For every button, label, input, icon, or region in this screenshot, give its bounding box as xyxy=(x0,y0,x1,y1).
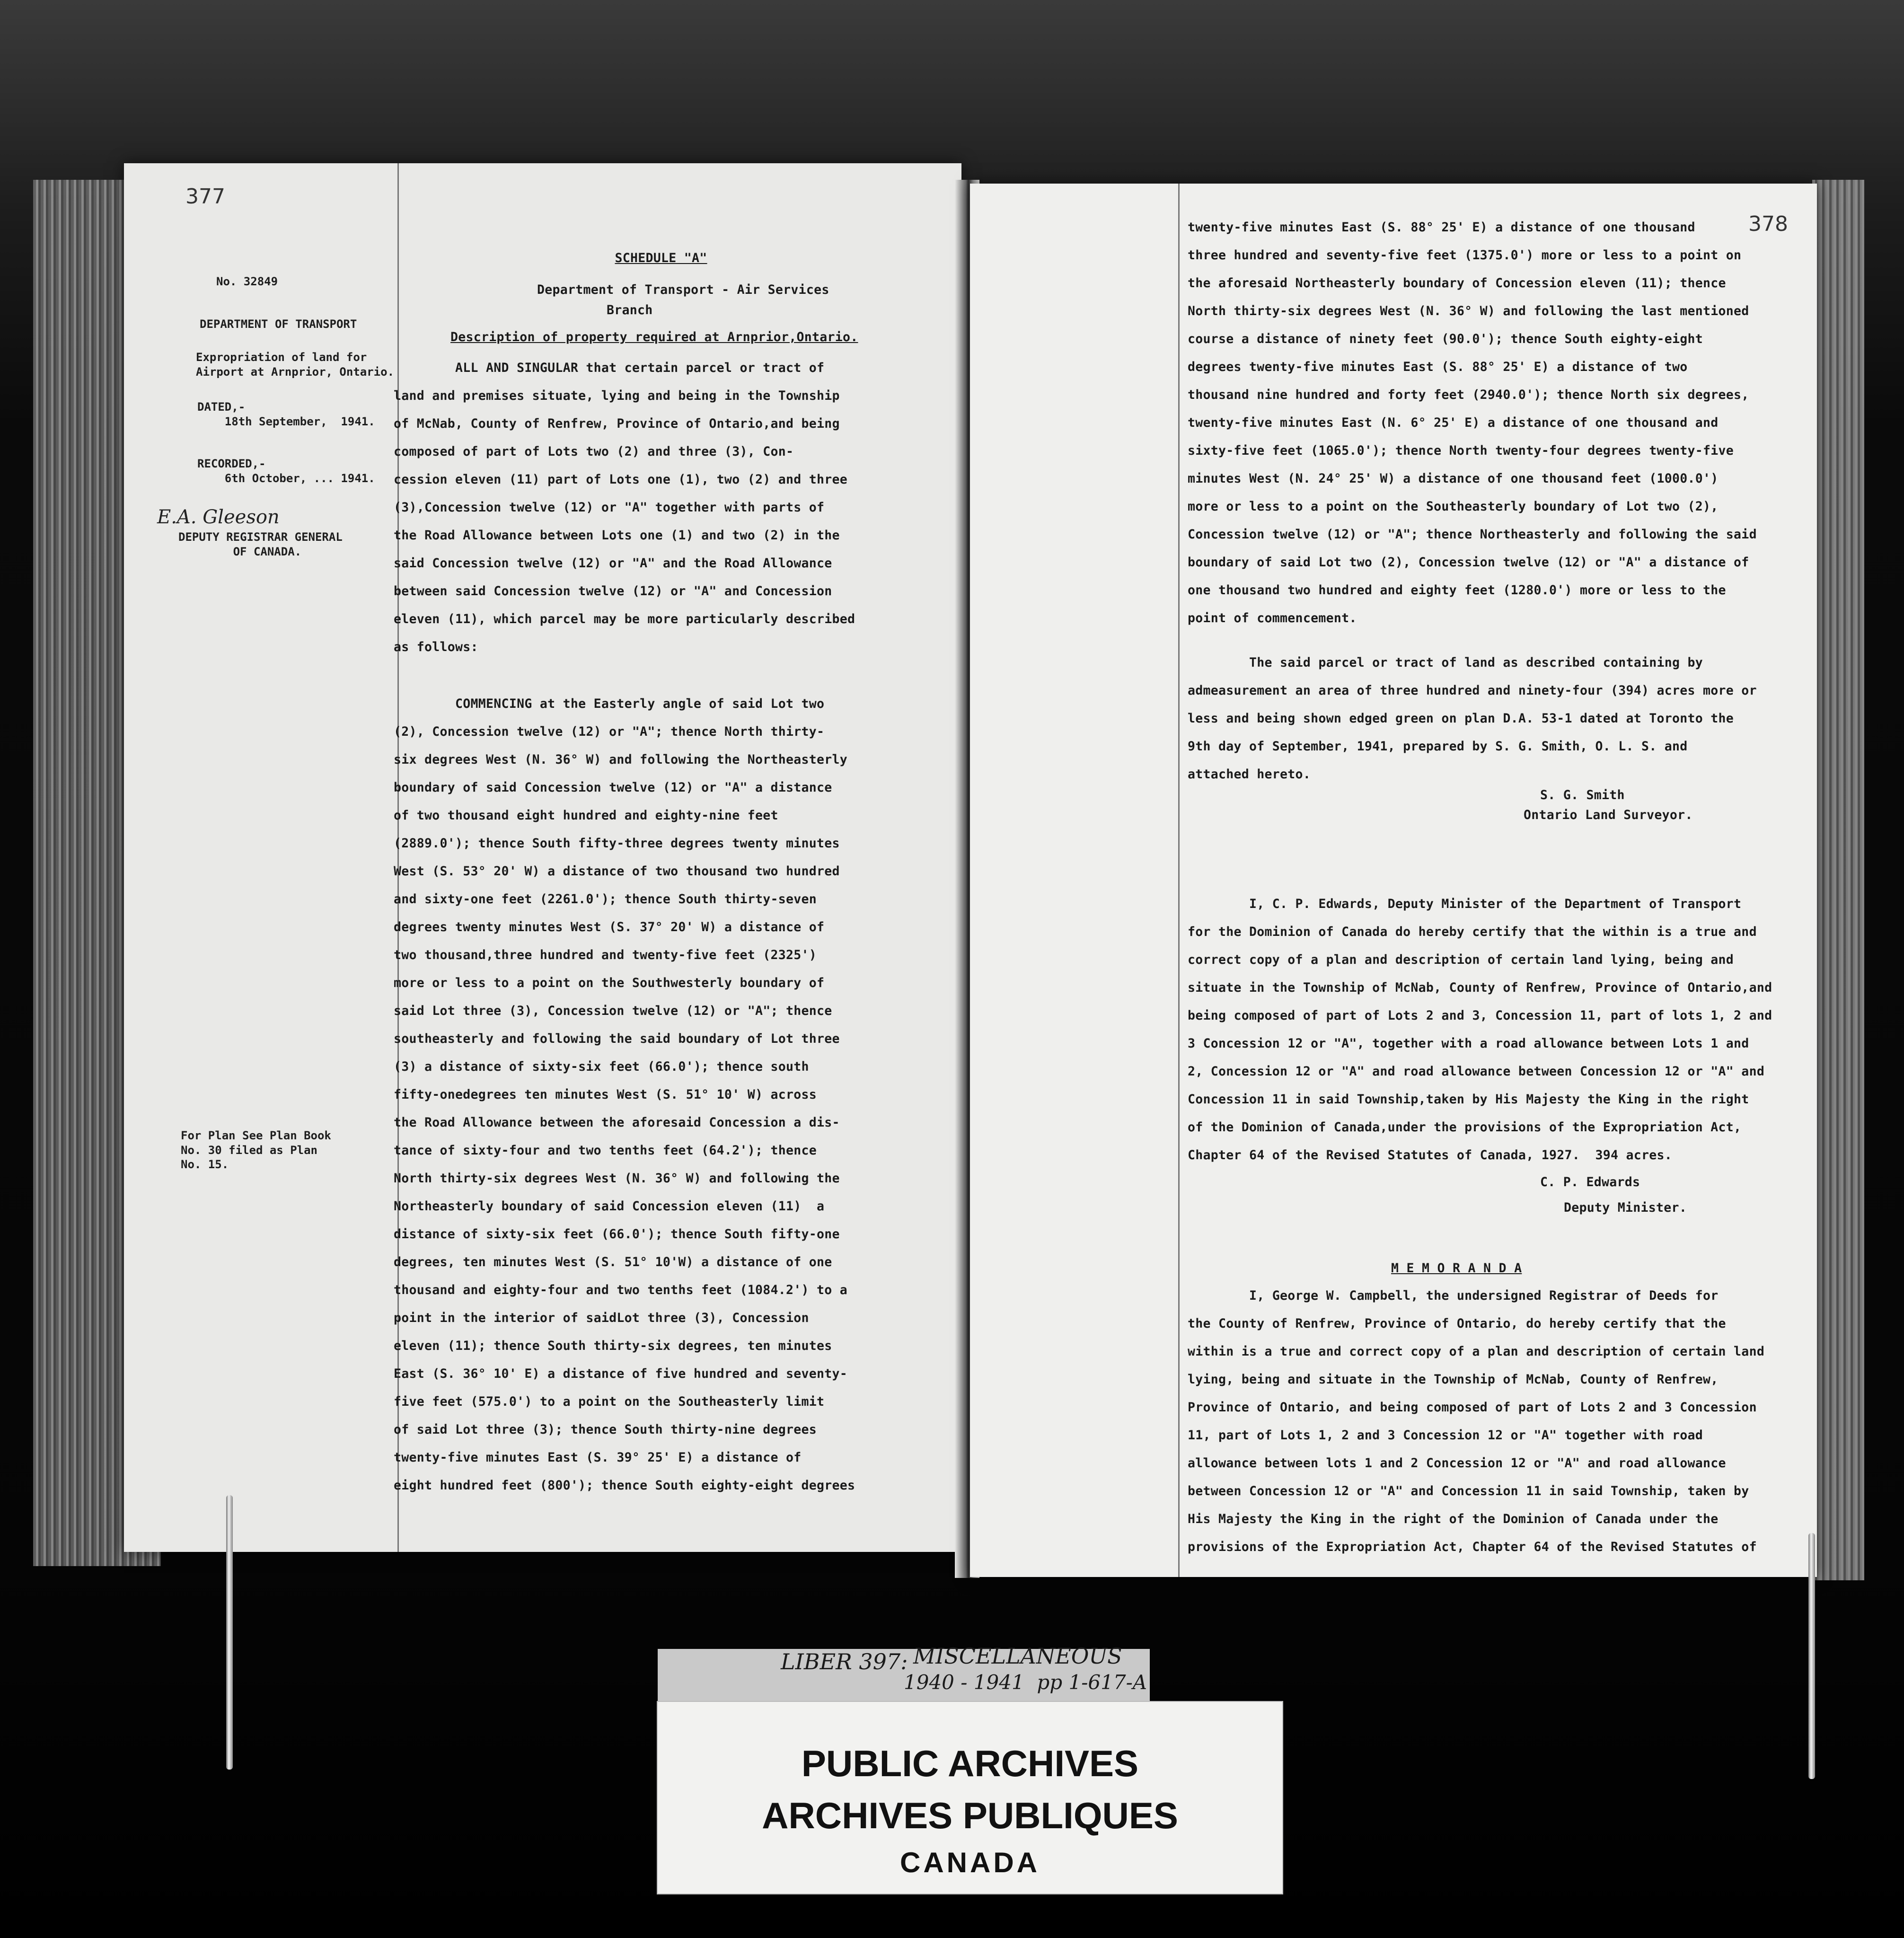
page-clip-left xyxy=(226,1495,233,1770)
text-line: degrees, ten minutes West (S. 51° 10'W) a distance of one xyxy=(394,1255,832,1269)
right-margin-rule xyxy=(1178,184,1180,1577)
text-line: (3),Concession twelve (12) or "A" together with parts of xyxy=(394,500,825,515)
text-line: twenty-five minutes East (S. 39° 25' E) a distance of xyxy=(394,1450,802,1465)
text-line: twenty-five minutes East (S. 88° 25' E) a distance of one thousand xyxy=(1188,220,1695,235)
text-line: (2), Concession twelve (12) or "A"; thence North thirty- xyxy=(394,724,825,739)
text-line: between Concession 12 or "A" and Concession 11 in said Township, taken by xyxy=(1188,1484,1749,1498)
text-line: two thousand,three hundred and twenty-five feet (2325') xyxy=(394,948,817,962)
text-line: eight hundred feet (800'); thence South eighty-eight degrees xyxy=(394,1478,855,1493)
margin-note-plan: For Plan See Plan Book No. 30 filed as Plan No. 15. xyxy=(181,1129,331,1172)
text-line: sixty-five feet (1065.0'); thence North twenty-four degrees twenty-five xyxy=(1188,443,1734,458)
text-line: of said Lot three (3); thence South thirty-nine degrees xyxy=(394,1422,817,1437)
text-line: correct copy of a plan and description of certain land lying, being and xyxy=(1188,952,1734,967)
minister-title: Deputy Minister. xyxy=(1564,1200,1687,1215)
text-line: I, C. P. Edwards, Deputy Minister of the Department of Transport xyxy=(1188,897,1742,911)
surveyor-title: Ontario Land Surveyor. xyxy=(1524,808,1693,822)
text-line: point in the interior of saidLot three (3), Concession xyxy=(394,1311,809,1325)
text-line: point of commencement. xyxy=(1188,611,1357,625)
text-line: distance of sixty-six feet (66.0'); thence South fifty-one xyxy=(394,1227,840,1242)
text-line: more or less to a point on the Southwesterly boundary of xyxy=(394,976,825,990)
text-line: five feet (575.0') to a point on the Southeasterly limit xyxy=(394,1394,825,1409)
text-line: Chapter 64 of the Revised Statutes of Canada, 1927. 394 acres. xyxy=(1188,1148,1673,1163)
left-page xyxy=(124,163,961,1552)
text-line: Concession 11 in said Township,taken by His Majesty the King in the right xyxy=(1188,1092,1749,1107)
right-page xyxy=(970,184,1817,1577)
text-line: 2, Concession 12 or "A" and road allowance between Concession 12 or "A" and xyxy=(1188,1064,1765,1079)
text-line: East (S. 36° 10' E) a distance of five hundred and seventy- xyxy=(394,1366,848,1381)
text-line: between said Concession twelve (12) or "A" and Concession xyxy=(394,584,832,599)
book-page-edges-right xyxy=(1812,180,1864,1580)
text-line: 3 Concession 12 or "A", together with a road allowance between Lots 1 and xyxy=(1188,1036,1749,1051)
text-line: as follows: xyxy=(394,640,478,654)
text-line: North thirty-six degrees West (N. 36° W) and following the last mentioned xyxy=(1188,304,1749,318)
text-line: Concession twelve (12) or "A"; thence Northeasterly and following the said xyxy=(1188,527,1757,542)
surveyor-name: S. G. Smith xyxy=(1540,788,1625,802)
page-clip-right xyxy=(1808,1533,1815,1779)
text-line: said Concession twelve (12) or "A" and the Road Allowance xyxy=(394,556,832,571)
text-line: (3) a distance of sixty-six feet (66.0'); thence south xyxy=(394,1059,809,1074)
text-line: eleven (11), which parcel may be more particularly described xyxy=(394,612,855,626)
text-line: boundary of said Concession twelve (12) or "A" a distance xyxy=(394,780,832,795)
text-line: West (S. 53° 20' W) a distance of two thousand two hundred xyxy=(394,864,840,879)
text-line: His Majesty the King in the right of the Dominion of Canada under the xyxy=(1188,1512,1719,1526)
text-line: provisions of the Expropriation Act, Chapter 64 of the Revised Statutes of xyxy=(1188,1540,1757,1554)
text-line: the Road Allowance between Lots one (1) and two (2) in the xyxy=(394,528,840,543)
volume-label xyxy=(658,1643,1150,1703)
text-line: of the Dominion of Canada,under the provisions of the Expropriation Act, xyxy=(1188,1120,1742,1135)
text-line: said Lot three (3), Concession twelve (12) or "A"; thence xyxy=(394,1004,832,1018)
text-line: 11, part of Lots 1, 2 and 3 Concession 12 or "A" together with road xyxy=(1188,1428,1703,1443)
text-line: more or less to a point on the Southeasterly boundary of Lot two (2), xyxy=(1188,499,1719,514)
archive-line-country: CANADA xyxy=(900,1847,1040,1878)
right-body-text xyxy=(1188,221,1812,1570)
label-liber: LIBER 397: xyxy=(781,1649,908,1674)
department-heading: Department of Transport - Air Services xyxy=(537,282,829,297)
text-line: within is a true and correct copy of a plan and description of certain land xyxy=(1188,1344,1765,1359)
text-line: twenty-five minutes East (N. 6° 25' E) a distance of one thousand and xyxy=(1188,415,1719,430)
memoranda-heading: M E M O R A N D A xyxy=(1391,1261,1522,1276)
text-line: Province of Ontario, and being composed of part of Lots 2 and 3 Concession xyxy=(1188,1400,1757,1415)
branch-heading: Branch xyxy=(607,303,653,317)
text-line: composed of part of Lots two (2) and three (3), Con- xyxy=(394,444,794,459)
text-line: for the Dominion of Canada do hereby certify that the within is a true and xyxy=(1188,925,1757,939)
text-line: degrees twenty minutes West (S. 37° 20' W) a distance of xyxy=(394,920,825,934)
text-line: the Road Allowance between the aforesaid Concession a dis- xyxy=(394,1115,840,1130)
text-line: North thirty-six degrees West (N. 36° W) and following the xyxy=(394,1171,840,1186)
text-line: of McNab, County of Renfrew, Province of Ontario,and being xyxy=(394,416,840,431)
text-line: thousand nine hundred and forty feet (2940.0'); thence North six degrees, xyxy=(1188,388,1749,402)
text-line: eleven (11); thence South thirty-six degrees, ten minutes xyxy=(394,1339,832,1353)
text-line: six degrees West (N. 36° W) and following the Northeasterly xyxy=(394,752,848,767)
text-line: Northeasterly boundary of said Concession eleven (11) a xyxy=(394,1199,825,1214)
text-line: lying, being and situate in the Township of McNab, County of Renfrew, xyxy=(1188,1372,1719,1387)
label-title: MISCELLANEOUS xyxy=(913,1643,1122,1669)
text-line: attached hereto. xyxy=(1188,767,1311,782)
minister-name: C. P. Edwards xyxy=(1540,1175,1640,1189)
text-line: I, George W. Campbell, the undersigned Registrar of Deeds for xyxy=(1188,1288,1719,1303)
text-line: southeasterly and following the said boundary of Lot three xyxy=(394,1031,840,1046)
text-line: thousand and eighty-four and two tenths feet (1084.2') to a xyxy=(394,1283,848,1297)
text-line: admeasurement an area of three hundred and ninety-four (394) acres more or xyxy=(1188,683,1757,698)
text-line: of two thousand eight hundred and eighty-nine feet xyxy=(394,808,778,823)
margin-note-department: DEPARTMENT OF TRANSPORT xyxy=(200,317,357,331)
text-line: 9th day of September, 1941, prepared by S. G. Smith, O. L. S. and xyxy=(1188,739,1688,754)
archive-card xyxy=(657,1701,1283,1894)
text-line: three hundred and seventy-five feet (1375.0') more or less to a point on xyxy=(1188,248,1742,263)
registrar-signature: E.A. Gleeson xyxy=(157,506,280,528)
text-line: ALL AND SINGULAR that certain parcel or tract of xyxy=(394,361,825,375)
text-line: boundary of said Lot two (2), Concession twelve (12) or "A" a distance of xyxy=(1188,555,1749,570)
text-line: allowance between lots 1 and 2 Concession 12 or "A" and road allowance xyxy=(1188,1456,1726,1471)
margin-note-registrar: DEPUTY REGISTRAR GENERAL OF CANADA. xyxy=(178,530,343,558)
archive-line-english: PUBLIC ARCHIVES xyxy=(801,1743,1139,1784)
text-line: situate in the Township of McNab, County of Renfrew, Province of Ontario,and xyxy=(1188,980,1772,995)
text-line: one thousand two hundred and eighty feet (1280.0') more or less to the xyxy=(1188,583,1726,598)
text-line: and sixty-one feet (2261.0'); thence South thirty-seven xyxy=(394,892,817,907)
right-page-number: 378 xyxy=(1748,212,1788,236)
description-heading: Description of property required at Arnprior,Ontario. xyxy=(450,330,858,344)
text-line: fifty-onedegrees ten minutes West (S. 51° 10' W) across xyxy=(394,1087,817,1102)
left-page-number: 377 xyxy=(185,185,225,209)
text-line: being composed of part of Lots 2 and 3, Concession 11, part of lots 1, 2 and xyxy=(1188,1008,1772,1023)
text-line: the aforesaid Northeasterly boundary of Concession eleven (11); thence xyxy=(1188,276,1726,291)
text-line: cession eleven (11) part of Lots one (1), two (2) and three xyxy=(394,472,848,487)
text-line: land and premises situate, lying and being in the Township xyxy=(394,388,840,403)
text-line: minutes West (N. 24° 25' W) a distance of one thousand feet (1000.0') xyxy=(1188,471,1719,486)
margin-note-subject: Expropriation of land for Airport at Arnprior, Ontario. xyxy=(196,351,395,379)
text-line: less and being shown edged green on plan D.A. 53-1 dated at Toronto the xyxy=(1188,711,1734,726)
text-line: COMMENCING at the Easterly angle of said Lot two xyxy=(394,696,825,711)
text-line: tance of sixty-four and two tenths feet (64.2'); thence xyxy=(394,1143,817,1158)
left-body-text xyxy=(394,362,952,1545)
margin-note-recorded: RECORDED,- 6th October, ... 1941. xyxy=(197,457,375,485)
label-range: 1940 - 1941 pp 1-617-A xyxy=(904,1671,1147,1694)
text-line: the County of Renfrew, Province of Ontario, do hereby certify that the xyxy=(1188,1316,1726,1331)
text-line: (2889.0'); thence South fifty-three degrees twenty minutes xyxy=(394,836,840,851)
text-line: degrees twenty-five minutes East (S. 88° 25' E) a distance of two xyxy=(1188,360,1688,374)
text-line: course a distance of ninety feet (90.0'); thence South eighty-eight xyxy=(1188,332,1703,346)
margin-note-dated: DATED,- 18th September, 1941. xyxy=(197,400,375,428)
text-line: The said parcel or tract of land as described containing by xyxy=(1188,655,1703,670)
archive-line-french: ARCHIVES PUBLIQUES xyxy=(762,1795,1178,1836)
margin-note-number: No. 32849 xyxy=(216,275,278,288)
schedule-heading: SCHEDULE "A" xyxy=(615,251,707,265)
